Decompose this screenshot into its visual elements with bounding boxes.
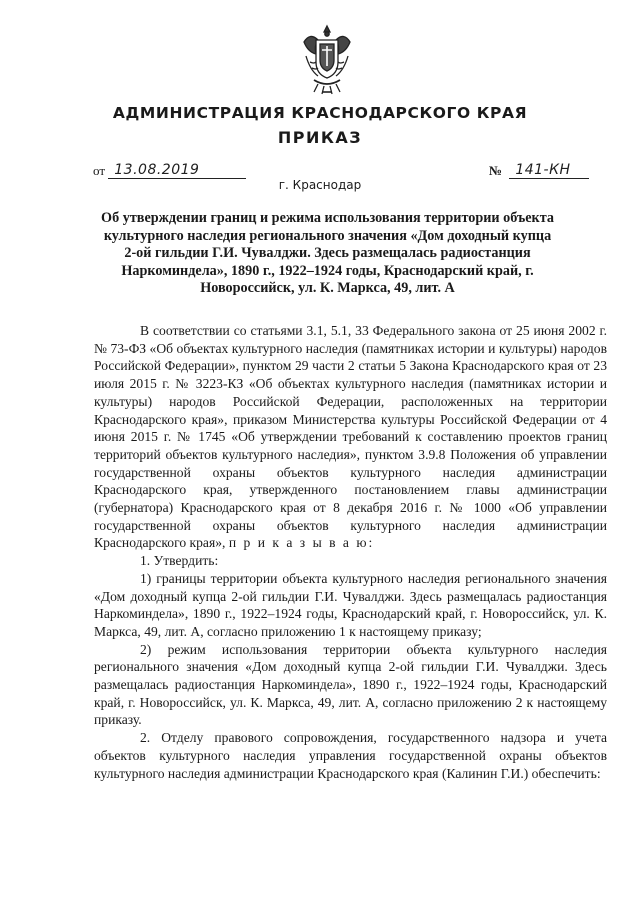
organization-name: АДМИНИСТРАЦИЯ КРАСНОДАРСКОГО КРАЯ	[112, 104, 528, 122]
coat-of-arms-emblem-icon	[296, 22, 358, 96]
item-2: 2. Отделу правового сопровождения, государственного надзора и учета объектов культурного наследия управления государственной охраны объектов культурного наследия администрации Краснодарского края (Калинин Г.И.) обеспечить:	[94, 730, 607, 781]
item-1: 1. Утвердить:	[140, 553, 219, 569]
document-body	[94, 322, 607, 782]
number-prefix: №	[489, 163, 503, 178]
preamble-text: В соответствии со статьями 3.1, 5.1, 33 Федерального закона от 25 июня 2002 г. № 73-ФЗ «Об объектах культурного наследия (памятниках истории и культуры) народов Российской Федерации», пунктом 29 части 2 статьи 5 Закона Краснодарского края от 23 июля 2015 г. № 3223-КЗ «Об объектах культурного наследия (памятниках истории и культуры) народов Российской Федерации, расположенных на территории Краснодарского края», приказом Министерства культуры Российской Федерации от 4 июня 2015 г. № 1745 «Об утверждении требований к составлению проектов границ территорий объектов культурного наследия», пунктом 3.9.8 Положения об управлении государственной охраны объектов культурного наследия администрации Краснодарского края, утвержденного постановлением главы администрации (губернатора) Краснодарского края от 8 декабря 2016 г. № 1000 «Об управлении государственной охраны объектов культурного наследия администрации Краснодарского края»,	[94, 323, 607, 551]
handwritten-date: 13.08.2019	[114, 162, 200, 178]
number-line	[509, 162, 589, 179]
item-1-2: 2) режим использования территории объекта культурного наследия регионального значения «Дом доходный купца 2-ой гильдии Г.И. Чувалджи. Здесь размещалась радиостанция Наркоминдела», 1890 г., 1922–1924 годы, Краснодарский край, г. Новороссийск, ул. К. Маркса, 49, лит. А, согласно приложению 2 к настоящему приказу.	[94, 641, 607, 728]
item-1-1: 1) границы территории объекта культурного наследия регионального значения «Дом доходный купца 2-ой гильдии Г.И. Чувалджи. Здесь размещалась радиостанция Наркоминдела», 1890 г., 1922–1924 годы, Краснодарский край, г. Новороссийск, ул. К. Маркса, 49, лит. А, согласно приложению 1 к настоящему приказу;	[94, 570, 607, 639]
number-field	[489, 162, 589, 179]
order-word: п р и к а з ы в а ю:	[228, 535, 375, 551]
city: г. Краснодар	[278, 178, 362, 192]
date-field	[93, 162, 246, 179]
document-type: ПРИКАЗ	[277, 128, 363, 147]
date-prefix: от	[93, 163, 106, 178]
date-line	[108, 162, 246, 179]
document-title: Об утверждении границ и режима использования территории объекта культурного наследия регионального значения «Дом доходный купца 2-ой гильдии Г.И. Чувалджи. Здесь размещалась радиостанция Наркоминдела», 1890 г., 1922–1924 годы, Краснодарский край, г. Новороссийск, ул. К. Маркса, 49, лит. А	[101, 210, 554, 297]
preamble-paragraph	[94, 322, 607, 552]
handwritten-number: 141-КН	[515, 162, 571, 178]
